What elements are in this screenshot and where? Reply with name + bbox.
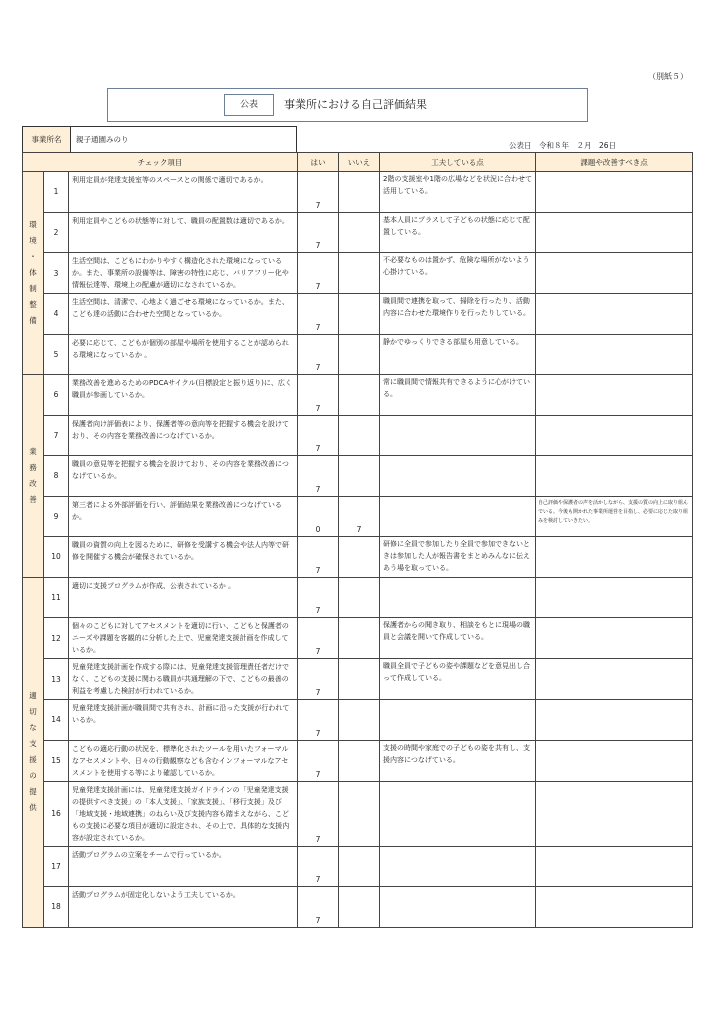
check-item: 職員の資質の向上を図るために、研修を受講する機会や法人内等で研修を開催する機会が確保されているか。 bbox=[69, 537, 298, 578]
check-item: 個々のこどもに対してアセスメントを適切に行い、こどもと保護者のニーズや課題を客観的に分析した上で、児童発達支援計画を作成しているか。 bbox=[69, 618, 298, 659]
item-number: 6 bbox=[44, 375, 69, 416]
table-row bbox=[23, 456, 693, 497]
table-row bbox=[23, 700, 693, 741]
no-count bbox=[339, 334, 380, 375]
category-char: 業 bbox=[29, 446, 37, 456]
header-yes: はい bbox=[298, 153, 339, 172]
check-item: 活動プログラムが固定化しないよう工夫しているか。 bbox=[69, 887, 298, 928]
check-item: 必要に応じて、こどもが個別の部屋や場所を使用することが認められる環境になっているか 。 bbox=[69, 334, 298, 375]
no-count bbox=[339, 415, 380, 456]
kadai-text bbox=[536, 294, 693, 335]
kadai-text bbox=[536, 618, 693, 659]
no-count bbox=[339, 577, 380, 618]
kadai-text bbox=[536, 172, 693, 213]
category-char: 適 bbox=[29, 691, 37, 700]
category-char: の bbox=[29, 771, 37, 780]
yes-count: 7 bbox=[298, 846, 339, 887]
item-number: 9 bbox=[44, 496, 69, 537]
table-row bbox=[23, 172, 693, 213]
title-box bbox=[107, 88, 588, 122]
no-count bbox=[339, 212, 380, 253]
table-row bbox=[23, 846, 693, 887]
check-item: 活動プログラムの立案をチームで行っているか。 bbox=[69, 846, 298, 887]
item-number: 7 bbox=[44, 415, 69, 456]
check-item: 業務改善を進めるためのPDCAサイクル(目標設定と振り返り)に、広く職員が参画しているか。 bbox=[69, 375, 298, 416]
kufu-text: 保護者からの聞き取り、相談をもとに現場の職員と会議を開いて作成している。 bbox=[380, 618, 536, 659]
check-item: こどもの適応行動の状況を、標準化されたツールを用いたフォーマルなアセスメントや、日々の行動観察なども含むインフォーマルなアセスメントを使用する等により確認しているか。 bbox=[69, 740, 298, 781]
category-char: 整 bbox=[29, 300, 37, 309]
no-count: 7 bbox=[339, 496, 380, 537]
table-row bbox=[23, 887, 693, 928]
table-row bbox=[23, 537, 693, 578]
item-number: 4 bbox=[44, 294, 69, 335]
kadai-text bbox=[536, 700, 693, 741]
no-count bbox=[339, 846, 380, 887]
kufu-text: 支援の時間や家庭での子どもの姿を共有し、支援内容につなげている。 bbox=[380, 740, 536, 781]
attachment-label: （別紙５） bbox=[648, 72, 688, 81]
category-label bbox=[23, 217, 43, 329]
no-count bbox=[339, 700, 380, 741]
check-item: 適切に支援プログラムが作成、公表されているか 。 bbox=[69, 577, 298, 618]
item-number: 11 bbox=[44, 577, 69, 618]
yes-count: 7 bbox=[298, 294, 339, 335]
item-number: 18 bbox=[44, 887, 69, 928]
kadai-text bbox=[536, 846, 693, 887]
item-number: 16 bbox=[44, 781, 69, 846]
office-label: 事業所名 bbox=[23, 127, 71, 152]
category-char: 境 bbox=[29, 236, 37, 245]
table-row bbox=[23, 375, 693, 416]
category-char: な bbox=[29, 723, 37, 732]
kadai-text bbox=[536, 781, 693, 846]
check-item: 利用定員やこどもの状態等に対して、職員の配置数は適切であるか。 bbox=[69, 212, 298, 253]
yes-count: 7 bbox=[298, 577, 339, 618]
category-cell bbox=[23, 375, 44, 578]
no-count bbox=[339, 887, 380, 928]
yes-count: 7 bbox=[298, 212, 339, 253]
publication-label: 公表 bbox=[224, 94, 274, 116]
table-row bbox=[23, 334, 693, 375]
check-item: 児童発達支援計画には、児童発達支援ガイドラインの「児童発達支援の提供すべき支援」の「本人支援」、「家族支援」、「移行支援」及び「地域支援・地域連携」のねらい及び支援内容も踏まえながら、こどもの支援に必要な項目が適切に設定され、その上で、具体的な支援内容が設定されているか。 bbox=[69, 781, 298, 846]
kufu-text bbox=[380, 415, 536, 456]
kufu-text: 職員間で連携を取って、掃除を行ったり、活動内容に合わせた環境作りを行ったりしている。 bbox=[380, 294, 536, 335]
check-item: 生活空間は、清潔で、心地よく過ごせる環境になっているか。また、こども達の活動に合わせた空間となっているか。 bbox=[69, 294, 298, 335]
yes-count: 7 bbox=[298, 334, 339, 375]
check-item: 職員の意見等を把握する機会を設けており、その内容を業務改善につなげているか。 bbox=[69, 456, 298, 497]
kadai-text bbox=[536, 887, 693, 928]
table-row bbox=[23, 659, 693, 700]
table-row bbox=[23, 781, 693, 846]
kadai-text bbox=[536, 537, 693, 578]
kufu-text: 常に職員間で情報共有できるように心がけている。 bbox=[380, 375, 536, 416]
category-char: 提 bbox=[29, 787, 37, 796]
page-title: 事業所における自己評価結果 bbox=[284, 98, 427, 111]
kadai-text bbox=[536, 456, 693, 497]
check-item: 生活空間は、こどもにわかりやすく構造化された環境になっているか。また、事業所の設備等は、障害の特性に応じ、バリアフリー化や情報伝達等、環境上の配慮が適切になされているか。 bbox=[69, 253, 298, 294]
publication-date-label: 公表日 bbox=[509, 141, 532, 150]
yes-count: 7 bbox=[298, 781, 339, 846]
yes-count: 7 bbox=[298, 700, 339, 741]
kufu-text: 不必要なものは置かず、危険な場所がないよう心掛けている。 bbox=[380, 253, 536, 294]
table-row bbox=[23, 253, 693, 294]
kadai-text bbox=[536, 375, 693, 416]
yes-count: 7 bbox=[298, 740, 339, 781]
item-number: 1 bbox=[44, 172, 69, 213]
item-number: 3 bbox=[44, 253, 69, 294]
kufu-text bbox=[380, 887, 536, 928]
kadai-text: 自己評価や保護者の声を活かしながら、支援の質の向上に取り組んでいる。今後も開かれた事業所運営を目指し、必要に応じた取り組みを検討していきたい。 bbox=[536, 496, 693, 537]
category-char: 援 bbox=[29, 755, 37, 764]
item-number: 5 bbox=[44, 334, 69, 375]
table-row bbox=[23, 740, 693, 781]
kufu-text: 研修に全員で参加したり全員で参加できないときは参加した人が報告書をまとめみんなに伝えあう場を取っている。 bbox=[380, 537, 536, 578]
no-count bbox=[339, 253, 380, 294]
yes-count: 7 bbox=[298, 618, 339, 659]
table-row bbox=[23, 415, 693, 456]
item-number: 14 bbox=[44, 700, 69, 741]
kufu-text: 職員全員で子どもの姿や課題などを意見出し合って作成している。 bbox=[380, 659, 536, 700]
publication-date-value: 令和８年 ２月 26日 bbox=[539, 141, 617, 150]
header-kufu: 工夫している点 bbox=[380, 153, 536, 172]
header-no: いいえ bbox=[339, 153, 380, 172]
header-check: チェック項目 bbox=[23, 153, 298, 172]
kadai-text bbox=[536, 415, 693, 456]
kufu-text bbox=[380, 496, 536, 537]
no-count bbox=[339, 375, 380, 416]
category-char: 備 bbox=[29, 316, 37, 325]
yes-count: 7 bbox=[298, 415, 339, 456]
category-char: ・ bbox=[29, 252, 37, 261]
check-item: 児童発達支援計画を作成する際には、児童発達支援管理責任者だけでなく、こどもの支援に関わる職員が共通理解の下で、こどもの最善の利益を考慮した検討が行われているか。 bbox=[69, 659, 298, 700]
kufu-text: 静かでゆっくりできる部屋も用意している。 bbox=[380, 334, 536, 375]
yes-count: 7 bbox=[298, 375, 339, 416]
kadai-text bbox=[536, 253, 693, 294]
category-char: 体 bbox=[29, 268, 37, 277]
category-char: 善 bbox=[29, 494, 37, 504]
no-count bbox=[339, 294, 380, 335]
category-label bbox=[23, 688, 43, 816]
category-char: 務 bbox=[29, 462, 37, 472]
publication-date bbox=[509, 140, 616, 151]
no-count bbox=[339, 537, 380, 578]
table-row bbox=[23, 496, 693, 537]
category-cell bbox=[23, 577, 44, 927]
category-char: 支 bbox=[29, 739, 37, 748]
table-row bbox=[23, 294, 693, 335]
evaluation-table bbox=[22, 152, 693, 928]
item-number: 12 bbox=[44, 618, 69, 659]
check-item: 第三者による外部評価を行い、評価結果を業務改善につなげているか。 bbox=[69, 496, 298, 537]
kadai-text bbox=[536, 212, 693, 253]
no-count bbox=[339, 618, 380, 659]
kadai-text bbox=[536, 659, 693, 700]
kufu-text bbox=[380, 456, 536, 497]
category-cell bbox=[23, 172, 44, 375]
item-number: 2 bbox=[44, 212, 69, 253]
item-number: 10 bbox=[44, 537, 69, 578]
yes-count: 0 bbox=[298, 496, 339, 537]
check-item: 利用定員が発達支援室等のスペースとの関係で適切であるか。 bbox=[69, 172, 298, 213]
kufu-text bbox=[380, 846, 536, 887]
item-number: 17 bbox=[44, 846, 69, 887]
yes-count: 7 bbox=[298, 456, 339, 497]
item-number: 15 bbox=[44, 740, 69, 781]
table-row bbox=[23, 577, 693, 618]
category-label bbox=[23, 444, 43, 508]
kufu-text bbox=[380, 577, 536, 618]
item-number: 13 bbox=[44, 659, 69, 700]
yes-count: 7 bbox=[298, 172, 339, 213]
check-item: 児童発達支援計画が職員間で共有され、計画に沿った支援が行われているか。 bbox=[69, 700, 298, 741]
category-char: 供 bbox=[29, 803, 37, 812]
header-row bbox=[23, 153, 693, 172]
no-count bbox=[339, 172, 380, 213]
office-name: 親子通園みのり bbox=[76, 135, 129, 144]
kadai-text bbox=[536, 334, 693, 375]
category-char: 改 bbox=[29, 478, 37, 488]
no-count bbox=[339, 740, 380, 781]
no-count bbox=[339, 456, 380, 497]
kufu-text bbox=[380, 781, 536, 846]
no-count bbox=[339, 781, 380, 846]
yes-count: 7 bbox=[298, 537, 339, 578]
kufu-text bbox=[380, 700, 536, 741]
kadai-text bbox=[536, 577, 693, 618]
kufu-text: 基本人員にプラスして子どもの状態に応じて配置している。 bbox=[380, 212, 536, 253]
yes-count: 7 bbox=[298, 659, 339, 700]
yes-count: 7 bbox=[298, 887, 339, 928]
office-box bbox=[22, 126, 297, 153]
header-kadai: 課題や改善すべき点 bbox=[536, 153, 693, 172]
item-number: 8 bbox=[44, 456, 69, 497]
category-char: 切 bbox=[29, 707, 37, 716]
kadai-text bbox=[536, 740, 693, 781]
check-item: 保護者向け評価表により、保護者等の意向等を把握する機会を設けており、その内容を業務改善につなげているか。 bbox=[69, 415, 298, 456]
table-row bbox=[23, 618, 693, 659]
kufu-text: 2階の支援室や1階の広場などを状況に合わせて活用している。 bbox=[380, 172, 536, 213]
table-row bbox=[23, 212, 693, 253]
yes-count: 7 bbox=[298, 253, 339, 294]
no-count bbox=[339, 659, 380, 700]
category-char: 制 bbox=[29, 284, 37, 293]
category-char: 環 bbox=[29, 220, 37, 229]
